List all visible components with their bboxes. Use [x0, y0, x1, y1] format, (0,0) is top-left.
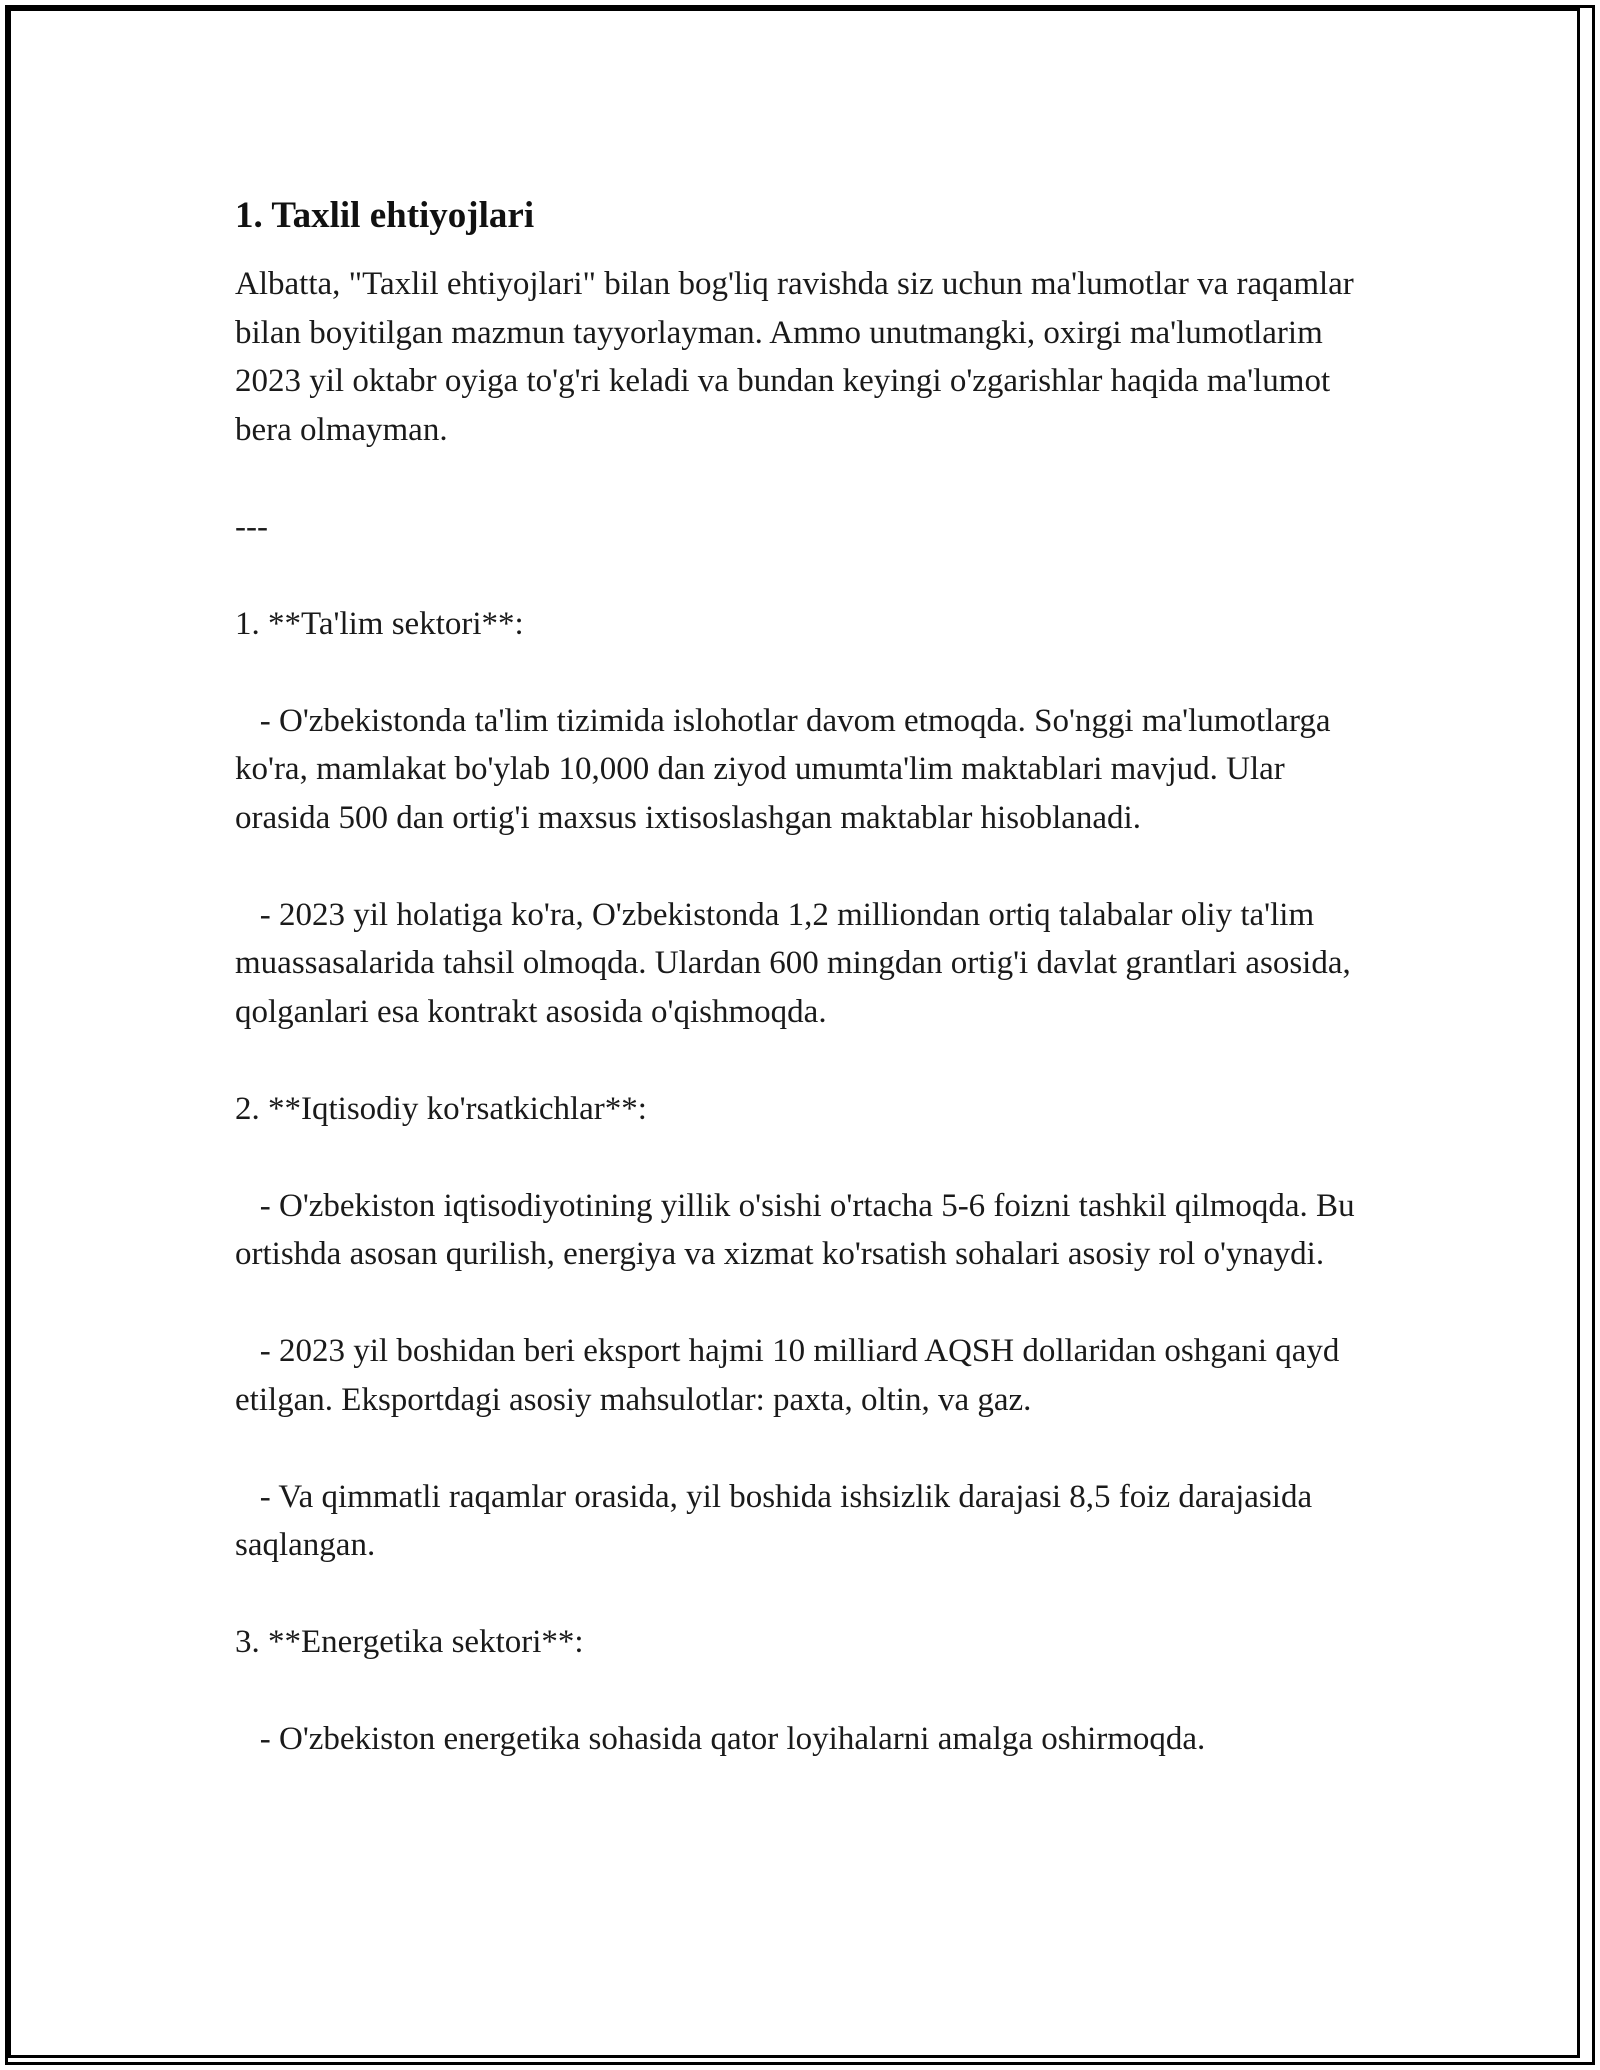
section-title-education: 1. **Ta'lim sektori**:: [235, 605, 524, 642]
list-item: - O'zbekiston energetika sohasida qator loyihalarni amalga oshirmoqda.: [259, 1721, 1206, 1757]
list-item: - O'zbekistonda ta'lim tizimida islohotlar davom etmoqda. So'nggi ma'lumotlarga ko'ra, mamlakat bo'ylab 10,000 dan ziyod umumta'lim maktablari mavjud. Ular orasida 500 dan ortig'i maxsus ixtisoslashgan maktablar hisoblanadi.: [235, 702, 1339, 836]
list-item: - Va qimmatli raqamlar orasida, yil boshida ishsizlik darajasi 8,5 foiz darajasida saqlangan.: [235, 1478, 1321, 1563]
list-item: - 2023 yil boshidan beri eksport hajmi 10 milliard AQSH dollaridan oshgani qayd etilgan. Eksportdagi asosiy mahsulotlar: paxta, oltin, va gaz.: [235, 1333, 1348, 1418]
section-title-energy: 3. **Energetika sektori**:: [235, 1624, 584, 1660]
list-item: - O'zbekiston iqtisodiyotining yillik o'sishi o'rtacha 5-6 foizni tashkil qilmoqda. Bu ortishda asosan qurilish, energiya va xizmat ko'rsatish sohalari asosiy rol o'ynaydi.: [235, 1187, 1363, 1272]
document-heading: 1. Taxlil ehtiyojlari: [235, 195, 535, 236]
list-item: - 2023 yil holatiga ko'ra, O'zbekistonda 1,2 milliondan ortiq talabalar oliy ta'lim muassasalarida tahsil olmoqda. Ulardan 600 mingdan ortig'i davlat grantlari asosida, qolganlari esa kontrakt asosida o'qishmoqda.: [235, 896, 1359, 1030]
document-body: [235, 192, 1375, 1812]
intro-paragraph: Albatta, "Taxlil ehtiyojlari" bilan bog'liq ravishda siz uchun ma'lumotlar va raqamlar bilan boyitilgan mazmun tayyorlayman. Ammo unutmangki, oxirgi ma'lumotlarim 2023 yil oktabr oyiga to'g'ri keladi va bundan keyingi o'zgarishlar haqida ma'lumot bera olmayman.: [235, 266, 1363, 448]
separator: ---: [235, 508, 268, 545]
section-title-economy: 2. **Iqtisodiy ko'rsatkichlar**:: [235, 1090, 647, 1127]
